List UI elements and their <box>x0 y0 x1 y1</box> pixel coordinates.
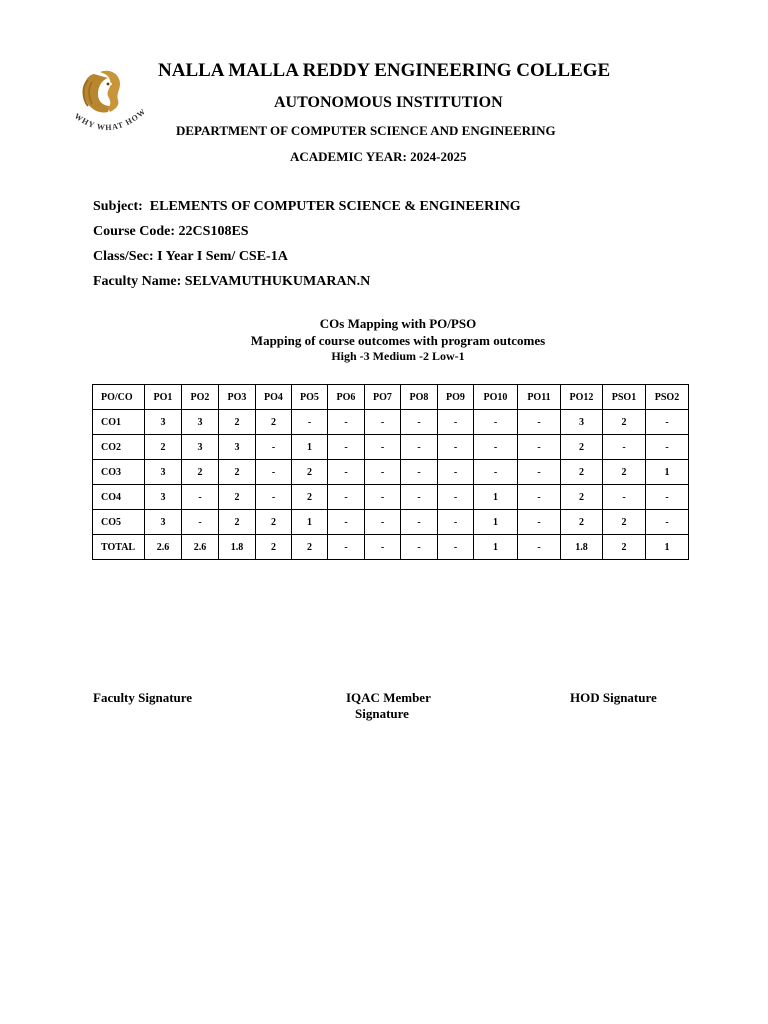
iqac-line1: IQAC Member <box>346 690 431 705</box>
table-cell: - <box>401 460 438 485</box>
table-cell: - <box>518 410 561 435</box>
row-label: CO3 <box>93 460 145 485</box>
table-cell: - <box>328 435 365 460</box>
table-cell: 2 <box>603 535 646 560</box>
column-header: PO4 <box>256 385 292 410</box>
table-cell: 1 <box>474 535 518 560</box>
row-label: CO5 <box>93 510 145 535</box>
table-cell: - <box>328 485 365 510</box>
table-cell: 2 <box>219 460 256 485</box>
table-cell: - <box>256 460 292 485</box>
co-po-mapping-table <box>92 384 689 560</box>
table-cell: - <box>646 485 689 510</box>
table-cell: 2 <box>603 460 646 485</box>
faculty-name-line: Faculty Name: SELVAMUTHUKUMARAN.N <box>93 274 371 289</box>
table-cell: - <box>365 485 401 510</box>
table-cell: - <box>438 535 474 560</box>
table-row <box>93 435 689 460</box>
table-cell: 1 <box>292 510 328 535</box>
table-cell: - <box>438 510 474 535</box>
table-cell: 2 <box>561 510 603 535</box>
table-cell: - <box>256 485 292 510</box>
table-cell: - <box>328 460 365 485</box>
table-cell: 1 <box>646 535 689 560</box>
table-cell: 2 <box>292 485 328 510</box>
table-cell: - <box>401 485 438 510</box>
table-cell: 2 <box>292 535 328 560</box>
table-cell: - <box>328 535 365 560</box>
table-cell: 2 <box>219 485 256 510</box>
class-section-line: Class/Sec: I Year I Sem/ CSE-1A <box>93 249 288 264</box>
table-cell: 3 <box>145 410 182 435</box>
row-label: TOTAL <box>93 535 145 560</box>
table-cell: - <box>365 510 401 535</box>
column-header: PO9 <box>438 385 474 410</box>
table-cell: - <box>401 435 438 460</box>
table-row <box>93 485 689 510</box>
table-cell: 2.6 <box>182 535 219 560</box>
table-cell: 3 <box>182 435 219 460</box>
table-cell: 3 <box>145 460 182 485</box>
table-cell: 3 <box>561 410 603 435</box>
table-cell: - <box>518 460 561 485</box>
iqac-signature-label <box>346 690 456 722</box>
iqac-line2: Signature <box>355 706 409 721</box>
table-cell: - <box>646 410 689 435</box>
table-cell: 2 <box>256 510 292 535</box>
column-header: PO5 <box>292 385 328 410</box>
row-label: CO2 <box>93 435 145 460</box>
table-cell: - <box>474 460 518 485</box>
table-cell: - <box>518 535 561 560</box>
table-cell: - <box>646 435 689 460</box>
column-header: PO11 <box>518 385 561 410</box>
table-cell: - <box>518 510 561 535</box>
table-cell: 1 <box>474 485 518 510</box>
table-cell: - <box>474 410 518 435</box>
column-header: PO6 <box>328 385 365 410</box>
table-cell: 2 <box>219 410 256 435</box>
table-cell: 1 <box>646 460 689 485</box>
table-cell: - <box>182 485 219 510</box>
table-cell: - <box>401 535 438 560</box>
institution-type: AUTONOMOUS INSTITUTION <box>274 94 503 111</box>
column-header: PO2 <box>182 385 219 410</box>
column-header: PO12 <box>561 385 603 410</box>
table-cell: 2 <box>256 535 292 560</box>
table-cell: - <box>401 510 438 535</box>
table-cell: - <box>256 435 292 460</box>
table-cell: - <box>401 410 438 435</box>
table-row <box>93 510 689 535</box>
table-cell: 1.8 <box>561 535 603 560</box>
table-cell: 3 <box>145 510 182 535</box>
table-header-row <box>93 385 689 410</box>
column-header: PO10 <box>474 385 518 410</box>
table-cell: 2 <box>561 435 603 460</box>
academic-year: ACADEMIC YEAR: 2024-2025 <box>290 149 467 164</box>
table-cell: - <box>365 535 401 560</box>
faculty-signature-label: Faculty Signature <box>93 690 193 705</box>
column-header: PO3 <box>219 385 256 410</box>
mapping-subtitle: Mapping of course outcomes with program outcomes <box>250 333 546 348</box>
table-cell: - <box>328 510 365 535</box>
table-cell: - <box>365 410 401 435</box>
table-cell: 2 <box>182 460 219 485</box>
table-cell: - <box>438 435 474 460</box>
table-cell: 3 <box>219 435 256 460</box>
table-cell: - <box>518 435 561 460</box>
table-cell: - <box>603 435 646 460</box>
table-cell: - <box>438 460 474 485</box>
table-cell: - <box>438 485 474 510</box>
table-cell: 1 <box>474 510 518 535</box>
mapping-title: COs Mapping with PO/PSO <box>319 316 477 331</box>
table-cell: 3 <box>145 485 182 510</box>
table-cell: 1 <box>292 435 328 460</box>
department-name: DEPARTMENT OF COMPUTER SCIENCE AND ENGINEERING <box>176 123 556 138</box>
table-cell: - <box>518 485 561 510</box>
table-cell: 2 <box>561 460 603 485</box>
column-header: PO8 <box>401 385 438 410</box>
college-name: NALLA MALLA REDDY ENGINEERING COLLEGE <box>158 60 611 81</box>
table-cell: 2 <box>256 410 292 435</box>
table-row <box>93 460 689 485</box>
table-cell: 2 <box>603 510 646 535</box>
table-row <box>93 410 689 435</box>
table-cell: - <box>365 435 401 460</box>
row-label: CO1 <box>93 410 145 435</box>
logo-motto: WHY WHAT HOW <box>72 106 148 133</box>
table-cell: - <box>328 410 365 435</box>
table-cell: - <box>646 510 689 535</box>
table-row <box>93 535 689 560</box>
column-header: PSO1 <box>603 385 646 410</box>
college-logo <box>64 62 150 142</box>
table-cell: - <box>438 410 474 435</box>
table-cell: - <box>182 510 219 535</box>
column-header: PSO2 <box>646 385 689 410</box>
column-header: PO/CO <box>93 385 145 410</box>
table-cell: - <box>292 410 328 435</box>
mapping-scale: High -3 Medium -2 Low-1 <box>331 349 465 363</box>
column-header: PO7 <box>365 385 401 410</box>
table-cell: 3 <box>182 410 219 435</box>
table-cell: 2.6 <box>145 535 182 560</box>
table-cell: 2 <box>292 460 328 485</box>
table-cell: - <box>365 460 401 485</box>
subject-line: Subject: ELEMENTS OF COMPUTER SCIENCE & ENGINEERING <box>93 199 521 214</box>
table-cell: 2 <box>561 485 603 510</box>
table-cell: 2 <box>603 410 646 435</box>
table-cell: 1.8 <box>219 535 256 560</box>
table-cell: 2 <box>219 510 256 535</box>
table-cell: 2 <box>145 435 182 460</box>
hod-signature-label: HOD Signature <box>570 690 657 705</box>
table-cell: - <box>474 435 518 460</box>
table-cell: - <box>603 485 646 510</box>
column-header: PO1 <box>145 385 182 410</box>
row-label: CO4 <box>93 485 145 510</box>
course-code-line: Course Code: 22CS108ES <box>93 224 249 239</box>
